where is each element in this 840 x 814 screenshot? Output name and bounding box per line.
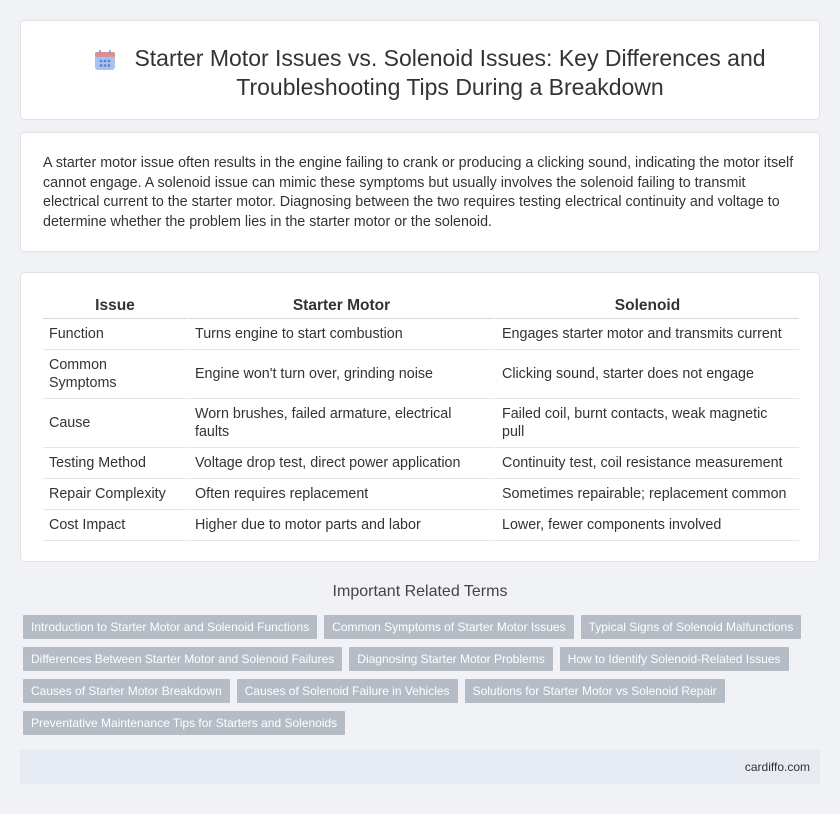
table-cell: Cause xyxy=(43,399,187,448)
intro-card xyxy=(20,132,820,252)
column-header: Issue xyxy=(43,295,187,319)
table-cell: Failed coil, burnt contacts, weak magnetic pull xyxy=(494,399,799,448)
related-term-tag[interactable]: Common Symptoms of Starter Motor Issues xyxy=(324,615,573,639)
table-cell: Engine won't turn over, grinding noise xyxy=(187,350,494,399)
related-terms-list xyxy=(23,615,823,743)
related-terms-title: Important Related Terms xyxy=(332,583,508,600)
table-cell: Common Symptoms xyxy=(43,350,187,399)
header-card xyxy=(20,20,820,120)
table-cell: Lower, fewer components involved xyxy=(494,510,799,541)
table-cell: Engages starter motor and transmits current xyxy=(494,319,799,350)
related-term-tag[interactable]: Solutions for Starter Motor vs Solenoid Repair xyxy=(465,679,725,703)
table-cell: Clicking sound, starter does not engage xyxy=(494,350,799,399)
column-header: Solenoid xyxy=(494,295,799,319)
related-term-tag[interactable]: Causes of Solenoid Failure in Vehicles xyxy=(237,679,458,703)
related-term-tag[interactable]: Diagnosing Starter Motor Problems xyxy=(349,647,552,671)
comparison-table xyxy=(43,295,799,541)
table-row xyxy=(43,448,799,479)
table-cell: Voltage drop test, direct power application xyxy=(187,448,494,479)
table-header-row xyxy=(43,295,799,319)
page-title: Starter Motor Issues vs. Solenoid Issues: Key Differences and Troubleshooting Tips During a Breakdown xyxy=(134,45,766,100)
table-row xyxy=(43,510,799,541)
footer-site-link[interactable]: cardiffo.com xyxy=(744,760,810,774)
table-row xyxy=(43,350,799,399)
table-row xyxy=(43,319,799,350)
table-cell: Turns engine to start combustion xyxy=(187,319,494,350)
table-cell: Testing Method xyxy=(43,448,187,479)
table-cell: Function xyxy=(43,319,187,350)
column-header: Starter Motor xyxy=(187,295,494,319)
table-cell: Worn brushes, failed armature, electrical faults xyxy=(187,399,494,448)
table-row xyxy=(43,399,799,448)
related-term-tag[interactable]: Causes of Starter Motor Breakdown xyxy=(23,679,230,703)
table-row xyxy=(43,479,799,510)
intro-text: A starter motor issue often results in the engine failing to crank or producing a clicking sound, indicating the motor itself cannot engage. A solenoid issue can mimic these symptoms but usually involves the solenoid failing to transmit electrical current to the starter motor. Diagnosing between the two requires testing electrical continuity and voltage to determine whether the problem lies in the starter motor or the solenoid. xyxy=(43,155,794,230)
footer xyxy=(20,750,820,784)
table-cell: Repair Complexity xyxy=(43,479,187,510)
table-cell: Higher due to motor parts and labor xyxy=(187,510,494,541)
table-cell: Sometimes repairable; replacement common xyxy=(494,479,799,510)
comparison-table-card xyxy=(20,272,820,562)
table-cell: Often requires replacement xyxy=(187,479,494,510)
related-term-tag[interactable]: Typical Signs of Solenoid Malfunctions xyxy=(581,615,802,639)
related-term-tag[interactable]: How to Identify Solenoid-Related Issues xyxy=(560,647,789,671)
related-term-tag[interactable]: Preventative Maintenance Tips for Starters and Solenoids xyxy=(23,711,345,735)
table-cell: Continuity test, coil resistance measurement xyxy=(494,448,799,479)
table-cell: Cost Impact xyxy=(43,510,187,541)
related-term-tag[interactable]: Introduction to Starter Motor and Solenoid Functions xyxy=(23,615,317,639)
related-term-tag[interactable]: Differences Between Starter Motor and Solenoid Failures xyxy=(23,647,342,671)
